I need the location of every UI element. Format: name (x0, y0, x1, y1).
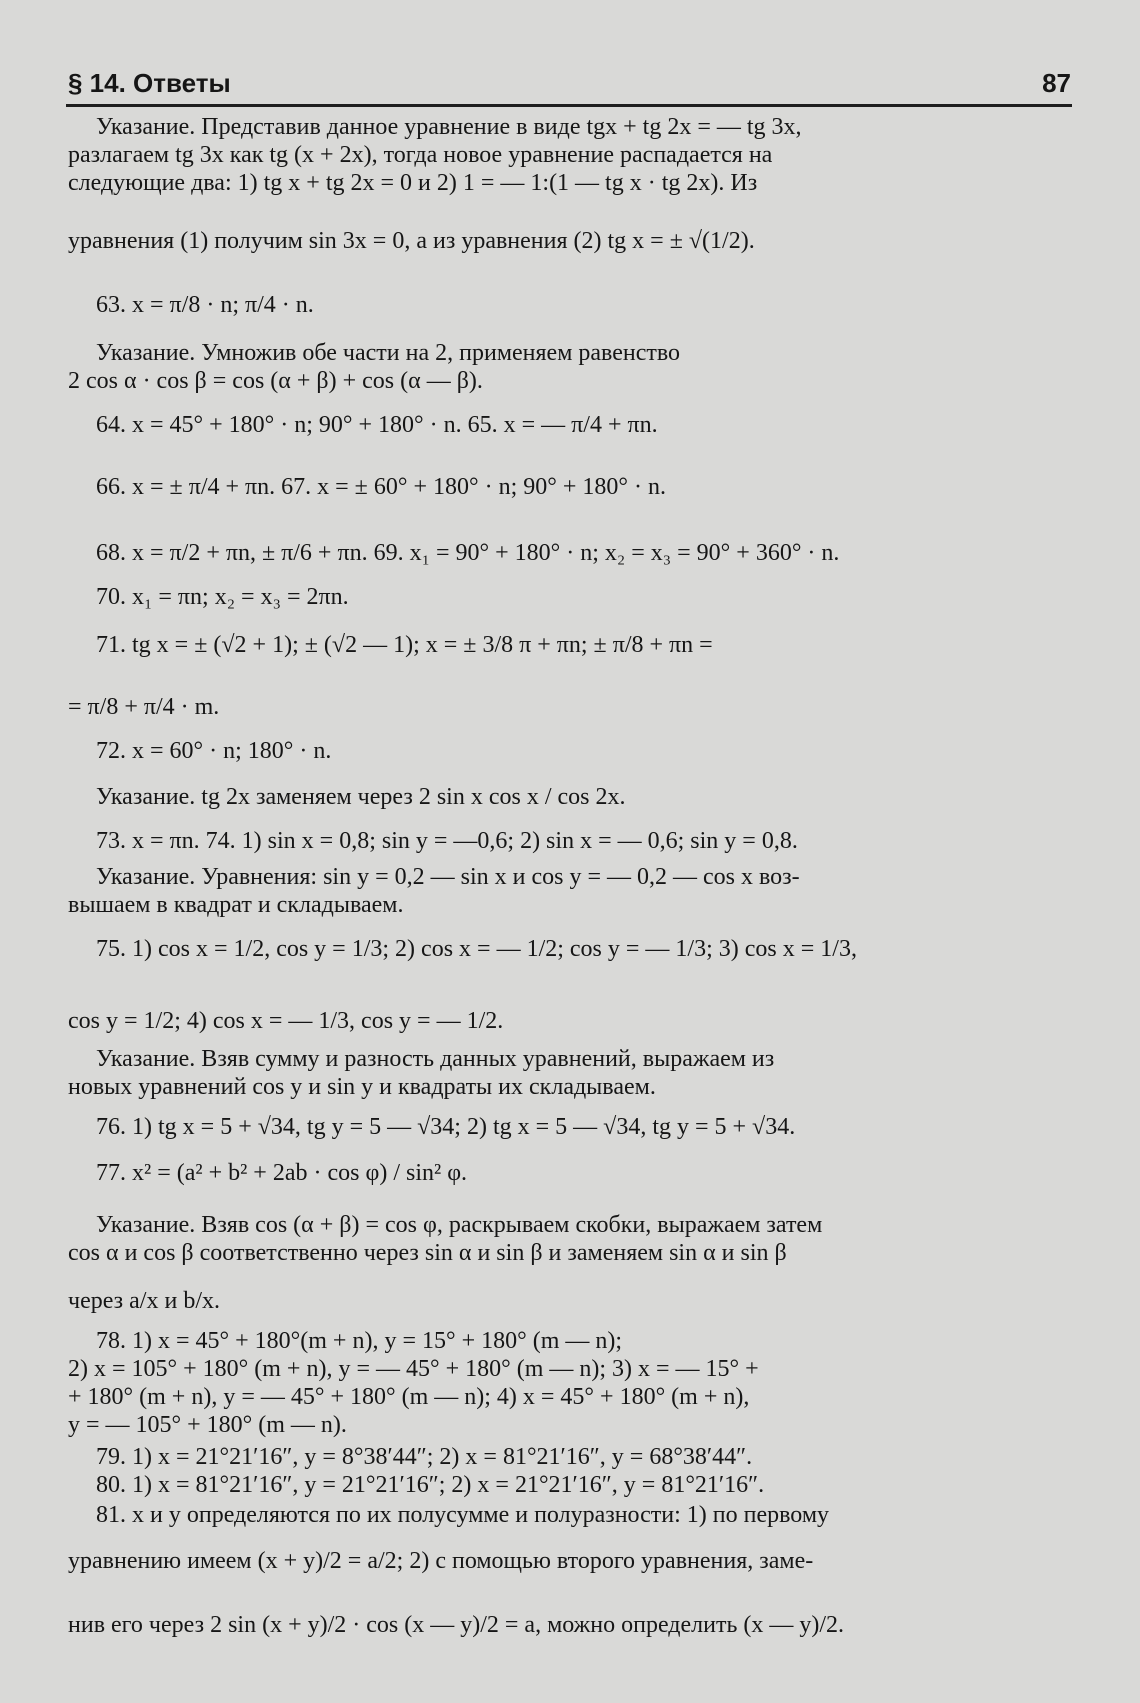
page-number: 87 (1042, 67, 1071, 98)
answer-line: 70. x₁ = πn; x₂ = x₃ = 2πn. (96, 584, 349, 610)
answer-line: 78. 1) x = 45° + 180°(m + n), y = 15° + 180° (m — n); (96, 1328, 623, 1354)
answer-line: Указание. Взяв сумму и разность данных уравнений, выражаем из (96, 1046, 775, 1072)
answer-line: следующие два: 1) tg x + tg 2x = 0 и 2) 1 = — 1:(1 — tg x · tg 2x). Из (68, 170, 758, 196)
answer-line: Указание. Умножив обе части на 2, применяем равенство (96, 340, 681, 366)
answer-line: вышаем в квадрат и складываем. (68, 892, 404, 918)
answer-line: 66. x = ± π/4 + πn. 67. x = ± 60° + 180° · n; 90° + 180° · n. (96, 474, 666, 500)
answer-line: 71. tg x = ± (√2 + 1); ± (√2 — 1); x = ± 3/8 π + πn; ± π/8 + πn = (96, 632, 713, 658)
answer-line: 73. x = πn. 74. 1) sin x = 0,8; sin y = —0,6; 2) sin x = — 0,6; sin y = 0,8. (96, 828, 798, 854)
answer-line: 79. 1) x = 21°21′16″, y = 8°38′44″; 2) x = 81°21′16″, y = 68°38′44″. (96, 1444, 753, 1470)
answer-line: = π/8 + π/4 · m. (68, 694, 220, 720)
answer-line: 80. 1) x = 81°21′16″, y = 21°21′16″; 2) x = 21°21′16″, y = 81°21′16″. (96, 1472, 765, 1498)
answer-line: cos α и cos β соответственно через sin α и sin β и заменяем sin α и sin β (68, 1240, 787, 1266)
answer-line: Указание. tg 2x заменяем через 2 sin x cos x / cos 2x. (96, 784, 626, 810)
answer-line: 2) x = 105° + 180° (m + n), y = — 45° + 180° (m — n); 3) x = — 15° + (68, 1356, 759, 1382)
header-rule (66, 104, 1072, 107)
answer-line: через a/x и b/x. (68, 1288, 220, 1314)
answer-line: y = — 105° + 180° (m — n). (68, 1412, 347, 1438)
answer-line: нив его через 2 sin (x + y)/2 · cos (x — y)/2 = a, можно определить (x — y)/2. (68, 1612, 845, 1638)
answer-line: Указание. Представив данное уравнение в виде tgx + tg 2x = — tg 3x, (96, 114, 802, 140)
answer-line: новых уравнений cos y и sin y и квадраты их складываем. (68, 1074, 656, 1100)
answer-line: cos y = 1/2; 4) cos x = — 1/3, cos y = — 1/2. (68, 1008, 504, 1034)
answer-line: уравнению имеем (x + y)/2 = a/2; 2) с помощью второго уравнения, заме- (68, 1548, 814, 1574)
answer-line: 76. 1) tg x = 5 + √34, tg y = 5 — √34; 2) tg x = 5 — √34, tg y = 5 + √34. (96, 1114, 796, 1140)
answer-line: 63. x = π/8 · n; π/4 · n. (96, 292, 314, 318)
answer-line: 81. x и y определяются по их полусумме и полуразности: 1) по первому (96, 1502, 830, 1528)
answer-line: 68. x = π/2 + πn, ± π/6 + πn. 69. x₁ = 90° + 180° · n; x₂ = x₃ = 90° + 360° · n. (96, 540, 840, 566)
answer-line: + 180° (m + n), y = — 45° + 180° (m — n); 4) x = 45° + 180° (m + n), (68, 1384, 750, 1410)
answer-line: 77. x² = (a² + b² + 2ab · cos φ) / sin² φ. (96, 1160, 468, 1186)
answer-line: 2 cos α · cos β = cos (α + β) + cos (α — β). (68, 368, 483, 394)
answer-line: разлагаем tg 3x как tg (x + 2x), тогда новое уравнение распадается на (68, 142, 773, 168)
answer-line: 72. x = 60° · n; 180° · n. (96, 738, 332, 764)
answer-line: 75. 1) cos x = 1/2, cos y = 1/3; 2) cos x = — 1/2; cos y = — 1/3; 3) cos x = 1/3, (96, 936, 857, 962)
answer-line: уравнения (1) получим sin 3x = 0, а из уравнения (2) tg x = ± √(1/2). (68, 228, 755, 254)
answer-line: Указание. Уравнения: sin y = 0,2 — sin x и cos y = — 0,2 — cos x воз- (96, 864, 800, 890)
answer-line: Указание. Взяв cos (α + β) = cos φ, раскрываем скобки, выражаем затем (96, 1212, 823, 1238)
page-header (68, 62, 1071, 104)
section-title: § 14. Ответы (68, 67, 231, 98)
answer-line: 64. x = 45° + 180° · n; 90° + 180° · n. 65. x = — π/4 + πn. (96, 412, 658, 438)
